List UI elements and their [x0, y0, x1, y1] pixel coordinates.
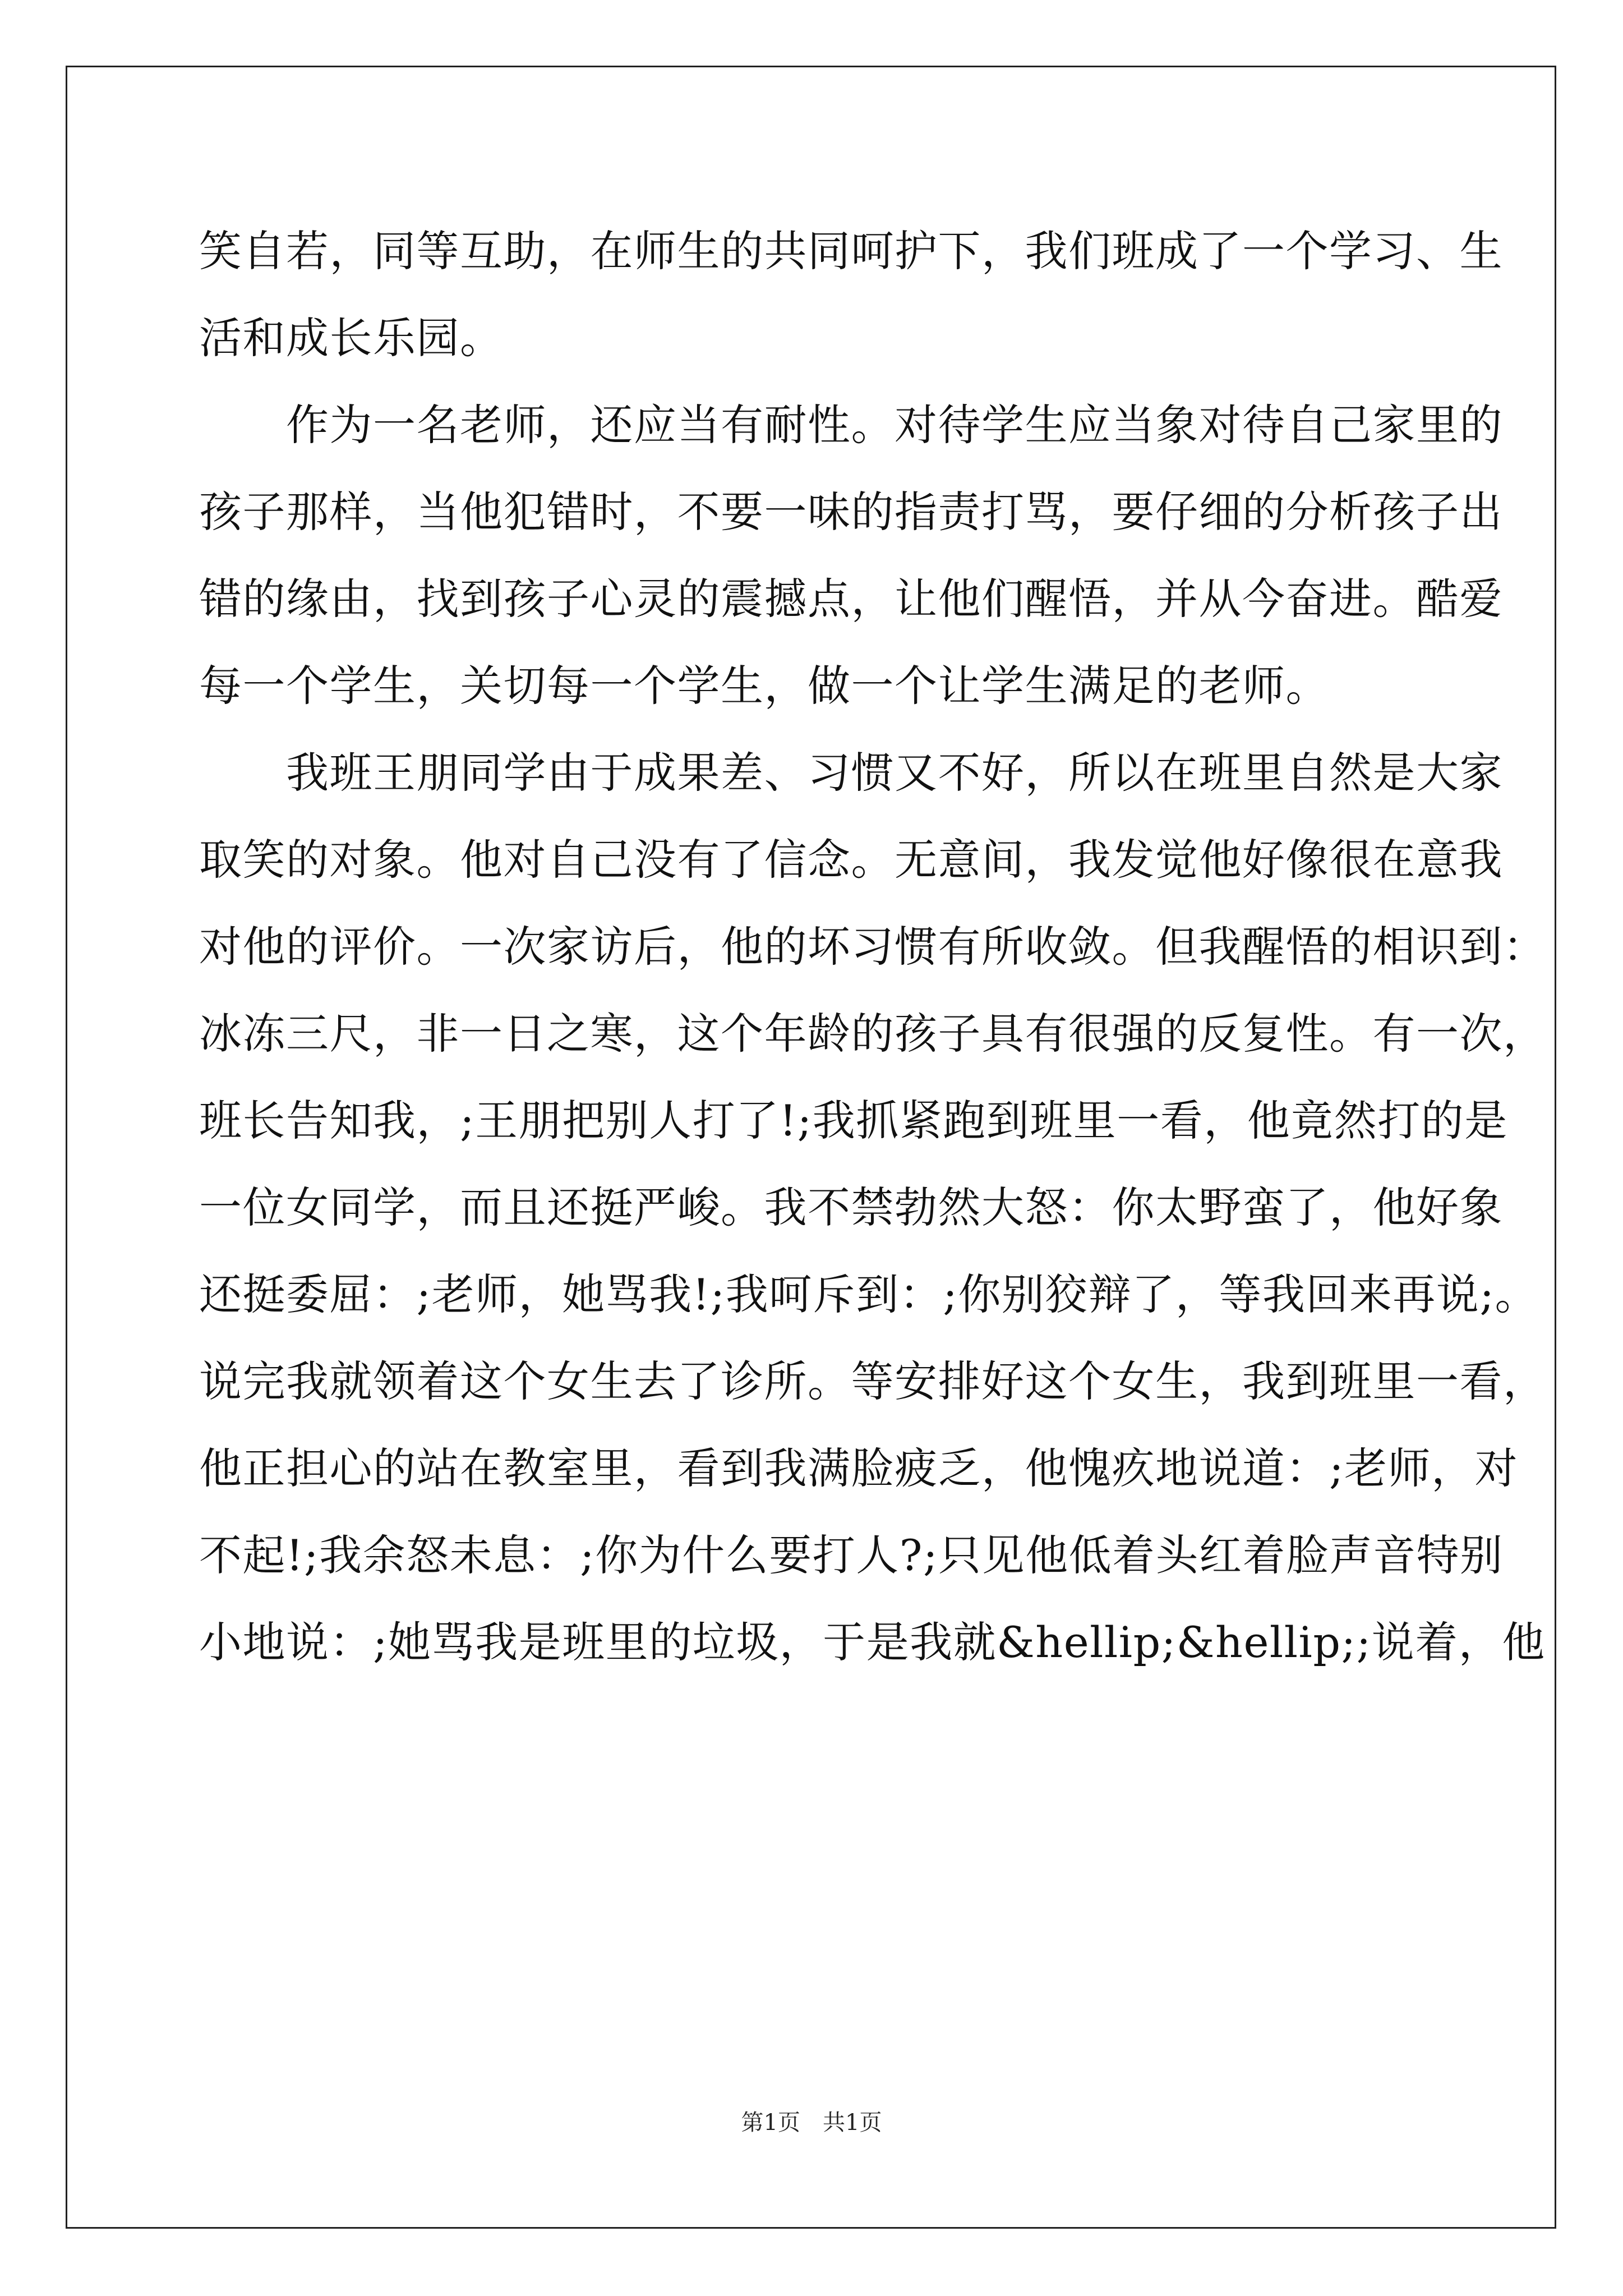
text-line: 小地说：;她骂我是班里的垃圾，于是我就&hellip;&hellip;;说着，他	[199, 1617, 1546, 1667]
text-line: 不起!;我余怒未息：;你为什么要打人?;只见他低着头红着脸声音特别	[199, 1530, 1504, 1580]
text-line: 班长告知我，;王朋把别人打了!;我抓紧跑到班里一看，他竟然打的是	[199, 1096, 1508, 1145]
text-line: 冰冻三尺，非一日之寒，这个年龄的孩子具有很强的反复性。有一次，	[199, 1009, 1547, 1059]
text-line: 活和成长乐园。	[199, 313, 504, 363]
text-line: 我班王朋同学由于成果差、习惯又不好，所以在班里自然是大家	[199, 748, 1503, 798]
body-text	[199, 208, 1547, 1686]
text-line: 取笑的对象。他对自己没有了信念。无意间，我发觉他好像很在意我	[199, 835, 1503, 885]
text-line: 每一个学生，关切每一个学生，做一个让学生满足的老师。	[199, 661, 1329, 711]
text-line: 一位女同学，而且还挺严峻。我不禁勃然大怒：你太野蛮了，他好象	[199, 1182, 1503, 1232]
text-line: 笑自若，同等互助，在师生的共同呵护下，我们班成了一个学习、生	[199, 226, 1503, 276]
page-footer	[0, 2105, 1623, 2137]
text-line: 他正担心的站在教室里，看到我满脸疲乏，他愧疚地说道：;老师，对	[199, 1443, 1519, 1493]
text-line: 还挺委屈：;老师，她骂我!;我呵斥到：;你别狡辩了，等我回来再说;。	[199, 1269, 1538, 1319]
text-line: 对他的评价。一次家访后，他的坏习惯有所收敛。但我醒悟的相识到：	[199, 922, 1547, 972]
text-line: 说完我就领着这个女生去了诊所。等安排好这个女生，我到班里一看，	[199, 1356, 1547, 1406]
text-line: 作为一名老师，还应当有耐性。对待学生应当象对待自己家里的	[199, 400, 1503, 450]
page-number: 第1页 共1页	[741, 2110, 882, 2136]
text-line: 错的缘由，找到孩子心灵的震撼点，让他们醒悟，并从今奋进。酷爱	[199, 574, 1503, 624]
text-line: 孩子那样，当他犯错时，不要一味的指责打骂，要仔细的分析孩子出	[199, 487, 1503, 537]
